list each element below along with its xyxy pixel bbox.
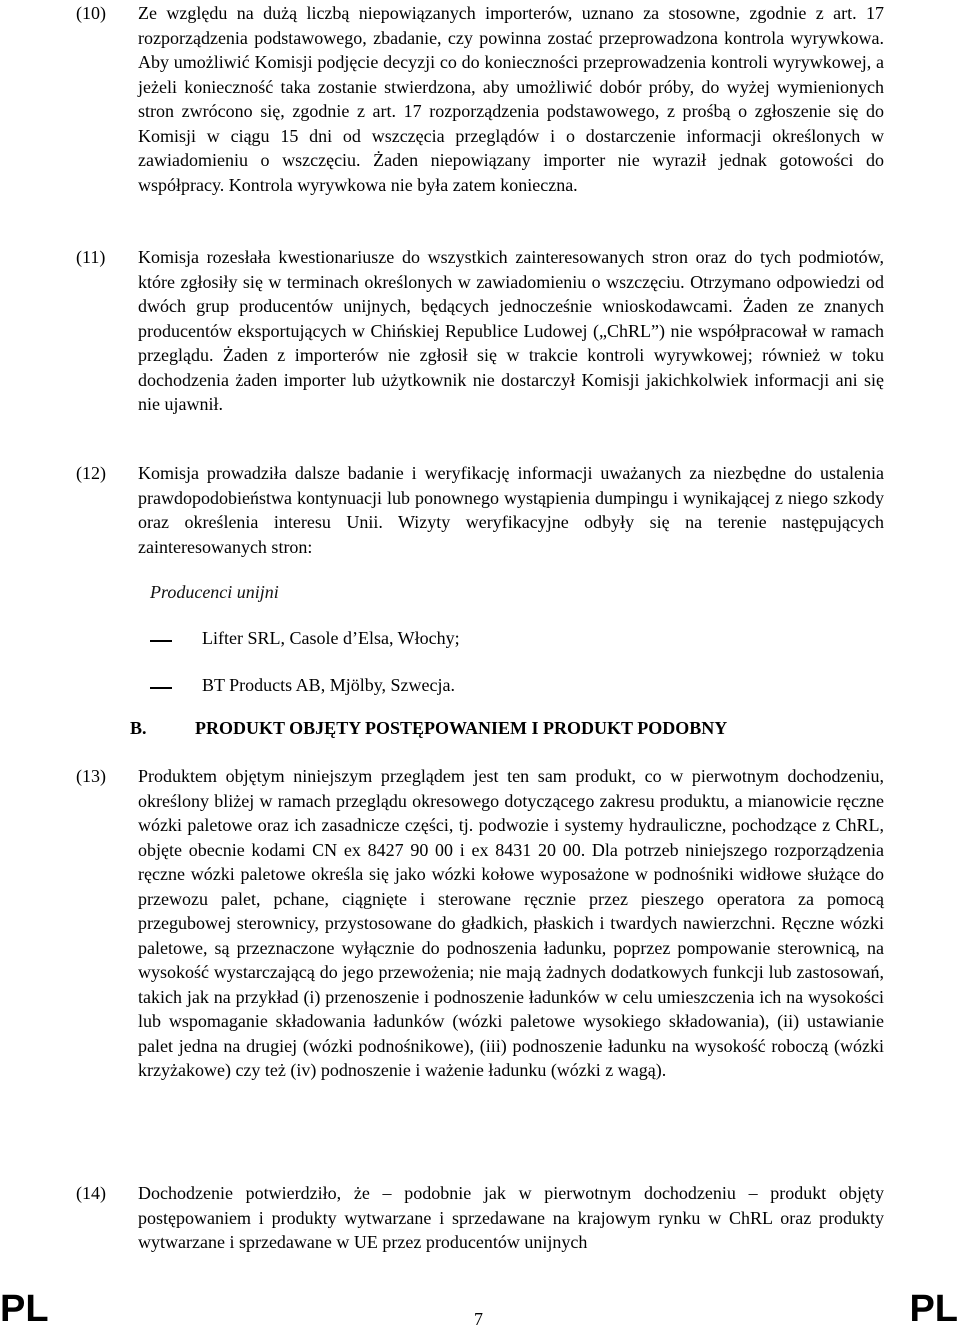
paragraph-text: Komisja prowadziła dalsze badanie i weryfikację informacji uważanych za niezbędne do ustalenia prawdopodobieństwa kontynuacji lub ponownego wystąpienia dumpingu i wynikającej z niego szkody oraz określenia interesu Unii. Wizyty weryfikacyjne odbyły się na terenie następujących zainteresowanych stron:: [138, 463, 884, 557]
paragraph-13: [0, 764, 960, 1083]
paragraph-number: (11): [76, 247, 106, 267]
paragraph-14: [0, 1181, 960, 1255]
paragraph-text: Komisja rozesłała kwestionariusze do wszystkich zainteresowanych stron oraz do tych podmiotów, które zgłosiły się w terminach określonych w zawiadomieniu o wszczęciu. Otrzymano odpowiedzi od dwóch grup producentów unijnych, będących jednocześnie wnioskodawcami. Żaden ze znanych producentów eksportujących w Chińskiej Republice Ludowej („ChRL”) nie współpracował w ramach przeglądu. Żaden z importerów nie zgłosił się w trakcie kontroli wyrywkowej; również w toku dochodzenia żaden importer lub użytkownik nie dostarczył Komisji jakichkolwiek informacji ani się nie ujawnił.: [138, 247, 884, 414]
paragraph-number: (14): [76, 1183, 106, 1203]
dash-bullet-icon: [150, 687, 172, 689]
dash-bullet-icon: [150, 640, 172, 642]
paragraph-number: (10): [76, 3, 106, 23]
paragraph-11: [0, 245, 960, 417]
language-code-right: PL: [909, 1288, 958, 1330]
section-title: PRODUKT OBJĘTY POSTĘPOWANIEM I PRODUKT PODOBNY: [195, 718, 728, 738]
paragraph-number: (12): [76, 463, 106, 483]
paragraph-number: (13): [76, 766, 106, 786]
section-letter: B.: [130, 718, 147, 738]
paragraph-text: Dochodzenie potwierdziło, że – podobnie jak w pierwotnym dochodzeniu – produkt objęty postępowaniem i produkty wytwarzane i sprzedawane na krajowym rynku w ChRL oraz produkty wytwarzane i sprzedawane w UE przez producentów unijnych: [138, 1183, 884, 1252]
page-number: 7: [474, 1309, 483, 1329]
paragraph-10: [0, 1, 960, 197]
producer-name: BT Products AB, Mjölby, Szwecja.: [202, 675, 455, 695]
producer-name: Lifter SRL, Casole d’Elsa, Włochy;: [202, 628, 460, 648]
producers-heading: Producenci unijni: [150, 582, 279, 602]
language-code-left: PL: [0, 1288, 49, 1330]
paragraph-text: Ze względu na dużą liczbą niepowiązanych importerów, uznano za stosowne, zgodnie z art. 17 rozporządzenia podstawowego, zbadanie, czy powinna zostać przeprowadzona kontrola wyrywkowa. Aby umożliwić Komisji podjęcie decyzji co do konieczności przeprowadzenia kontroli wyrywkowej, a jeżeli konieczność taka zostanie stwierdzona, aby umożliwić dobór próby, do wyżej wymienionych stron zwrócono się, zgodnie z art. 17 rozporządzenia podstawowego, z prośbą o zgłoszenie się do Komisji w ciągu 15 dni od wszczęcia przeglądów i o dostarczenie informacji określonych w zawiadomieniu o wszczęciu. Żaden niepowiązany importer nie wyraził jednak gotowości do współpracy. Kontrola wyrywkowa nie była zatem konieczna.: [138, 3, 884, 195]
paragraph-12: [0, 461, 960, 559]
paragraph-text: Produktem objętym niniejszym przeglądem jest ten sam produkt, co w pierwotnym dochodzeniu, określony bliżej w ramach przeglądu okresowego dotyczącego zakresu produktu, a mianowicie ręczne wózki paletowe oraz ich zasadnicze części, tj. podwozie i systemy hydrauliczne, pochodzące z ChRL, objęte obecnie kodami CN ex 8427 90 00 i ex 8431 20 00. Dla potrzeb niniejszego rozporządzenia ręczne wózki paletowe określa się jako wózki kołowe wyposażone w podnośniki widłowe służące do przewozu palet, pchane, ciągnięte i sterowane ręcznie przez pieszego operatora za pomocą przegubowej sterownicy, przystosowane do gładkich, płaskich i twardych nawierzchni. Ręczne wózki paletowe, są przeznaczone wyłącznie do podnoszenia ładunku, poprzez pompowanie sterownicą, na wysokość wystarczającą do jego przewożenia; nie mają żadnych dodatkowych funkcji lub zastosowań, takich jak na przykład (i) przenoszenie i podnoszenie ładunków w celu umieszczenia ich na wysokości lub wspomaganie składowania ładunków (wózki paletowe wysokiego składowania), (ii) ustawianie palet jedna na drugiej (wózki podnośnikowe), (iii) podnoszenie ładunku na wysokość roboczą (wózki krzyżakowe) czy też (iv) podnoszenie i ważenie ładunku (wózki z wagą).: [138, 766, 884, 1080]
